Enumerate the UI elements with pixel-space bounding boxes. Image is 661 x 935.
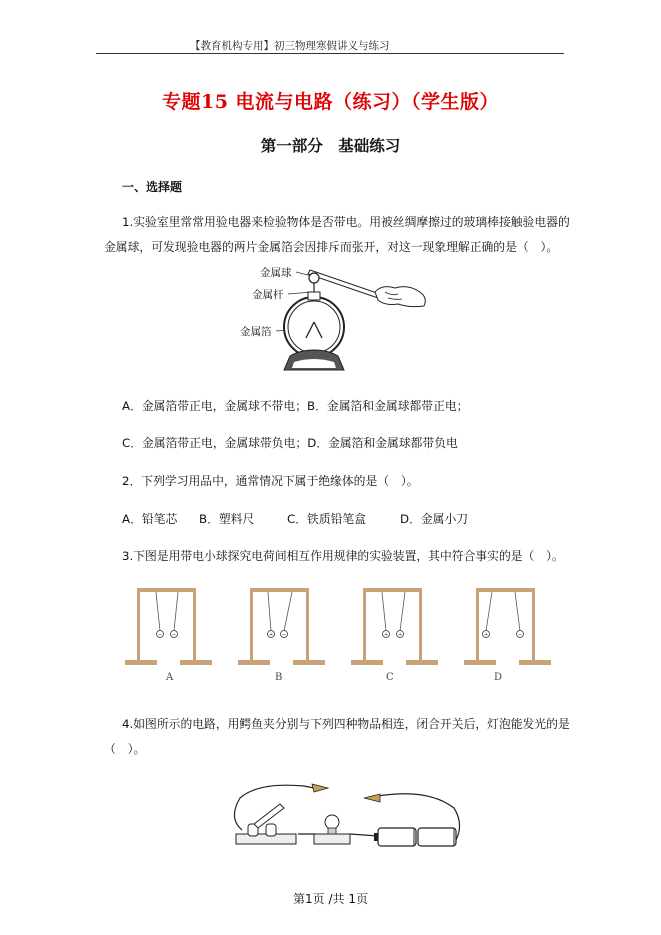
setup-a [125, 588, 212, 665]
figure-label-d: D [494, 672, 503, 683]
page-footer: 第1页 /共 1页 [293, 892, 368, 906]
svg-text:+: + [398, 632, 403, 638]
page-header: 【教育机构专用】初三物理寒假讲义与练习 [190, 40, 390, 52]
q2-option-a: A．铅笔芯 [122, 512, 178, 526]
setup-b [238, 588, 325, 665]
label-metal-foil: 金属箔 [240, 326, 272, 338]
figure-label-b: B [275, 672, 283, 683]
pendulum-figures [120, 585, 550, 670]
q2-option-b: B．塑料尺 [199, 512, 255, 526]
section-heading: 一、选择题 [122, 180, 183, 194]
part-title: 第一部分 基础练习 [260, 136, 401, 155]
figure-label-a: A [166, 672, 174, 683]
document-title: 专题15 电流与电路（练习）（学生版） [161, 91, 500, 113]
q1-options-ab: A．金属箔带正电，金属球不带电；B．金属箔和金属球都带正电； [122, 399, 469, 413]
q4-stem-line1: 4.如图所示的电路，用鳄鱼夹分别与下列四种物品相连，闭合开关后，灯泡能发光的是 [122, 717, 570, 731]
svg-text:−: − [518, 632, 523, 638]
q1-stem-line1: 1.实验室里常常用验电器来检验物体是否带电。用被丝绸摩擦过的玻璃棒接触验电器的 [122, 215, 570, 229]
q2-stem: 2．下列学习用品中，通常情况下属于绝缘体的是（ ）。 [122, 474, 419, 488]
setup-d [464, 588, 551, 665]
q3-stem: 3.下图是用带电小球探究电荷间相互作用规律的实验装置，其中符合事实的是（ ）。 [122, 549, 564, 563]
q2-option-c: C．铁质铅笔盒 [287, 512, 367, 526]
q2-option-d: D．金属小刀 [400, 512, 469, 526]
setup-c [351, 588, 438, 665]
svg-text:−: − [158, 632, 163, 638]
header-divider [96, 53, 564, 54]
svg-text:+: + [384, 632, 389, 638]
q4-stem-line2: （ ）。 [104, 742, 146, 756]
svg-text:+: + [484, 632, 489, 638]
electroscope-figure [230, 262, 440, 382]
svg-text:−: − [172, 632, 177, 638]
svg-text:+: + [269, 632, 274, 638]
svg-text:−: − [282, 632, 287, 638]
q1-options-cd: C．金属箔带正电，金属球带负电；D．金属箔和金属球都带负电 [122, 436, 458, 450]
q1-stem-line2: 金属球，可发现验电器的两片金属箔会因排斥而张开，对这一现象理解正确的是（ ）。 [104, 240, 559, 254]
circuit-figure [228, 778, 468, 858]
label-metal-ball: 金属球 [260, 267, 292, 279]
figure-label-c: C [386, 672, 394, 683]
label-metal-rod: 金属杆 [252, 289, 284, 301]
